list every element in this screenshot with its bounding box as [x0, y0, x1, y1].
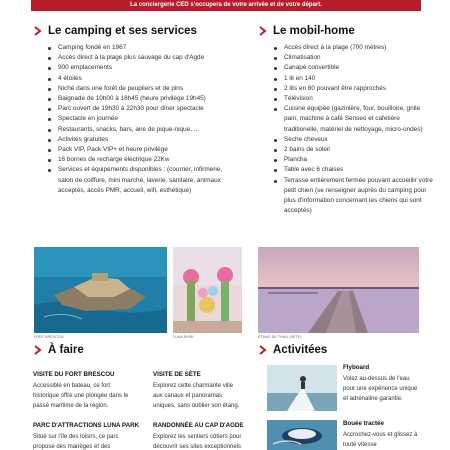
afaire-block-title: VISITE DE SÈTE	[153, 371, 201, 378]
list-item: Table avec 6 chaises	[271, 165, 433, 175]
afaire-block-text: Accessible en bateau, ce fort historique offre une plongée dans le passé maritime de la région.	[33, 383, 129, 410]
camping-services-list	[45, 43, 223, 196]
bouee-text: Accrochez-vous et glissez à toute vitesse	[343, 432, 418, 449]
list-item: Parc ouvert de 19h30 à 22h30 pour dîner spectacle	[45, 104, 223, 114]
flyboard-text: Volez au-dessus de l'eau pour une expérience unique et adrénaline garantie.	[343, 376, 418, 403]
afaire-block-title: RANDONNÉE AU CAP D'AGDE	[153, 422, 244, 429]
flyboard-photo	[267, 365, 337, 411]
camping-section-title	[33, 25, 197, 37]
fort-caption: FORT BRESCOU	[34, 335, 64, 339]
concierge-banner: La conciergerie CED s'occupera de votre arrivée et de votre départ.	[31, 0, 421, 11]
list-item: Accès direct à la plage plus sauvage du cap d'Agde	[45, 53, 223, 63]
list-item: Télévision	[271, 94, 433, 104]
chevron-right-icon	[258, 345, 268, 355]
afaire-title-text: À faire	[48, 344, 84, 356]
chevron-right-icon	[33, 26, 43, 36]
list-item: Camping fondé en 1967	[45, 43, 223, 53]
afaire-block-title: PARC D'ATTRACTIONS LUNA PARK	[33, 422, 140, 429]
luna-park-photo	[173, 247, 242, 333]
etang-de-thau-photo	[258, 247, 419, 333]
list-item: Activités gratuites	[45, 135, 223, 145]
activites-section-title	[258, 344, 327, 356]
list-item: Accès direct à la plage (700 mètres)	[271, 43, 433, 53]
list-item: Plancha	[271, 155, 433, 165]
list-item: Spectacle en journée	[45, 114, 223, 124]
afaire-block-text: Situé sur l'île des loisirs, ce parc propose des manèges et des	[33, 434, 119, 450]
list-item: 4 étoiles	[45, 74, 223, 84]
list-item: Cuisine équipée (gazinière, four, bouilloire, grille pain, machine à café Senseo et cafetière traditionelle, matériel de nettoyage, micro-ondes)	[271, 104, 433, 135]
afaire-block-text: Explorez les sentiers côtiers pour découvrir ses sites exceptionnels	[153, 434, 242, 450]
list-item: 2 lits en 80 pouvant être rapprochés	[271, 84, 433, 94]
list-item: Sèche cheveux	[271, 135, 433, 145]
bouee-title: Bouée tractée	[343, 420, 384, 427]
list-item: 900 emplacements	[45, 63, 223, 73]
chevron-right-icon	[33, 345, 43, 355]
luna-caption: LUNA PARK	[173, 335, 194, 339]
flyboard-title: Flyboard	[343, 364, 370, 371]
chevron-right-icon	[258, 26, 268, 36]
list-item: 2 bains de soleil	[271, 145, 433, 155]
list-item: Baignade de 10h00 à 18h45 (heure privilège 19h45)	[45, 94, 223, 104]
bouee-tractee-photo	[267, 420, 337, 450]
list-item: Climatisation	[271, 53, 433, 63]
mobilhome-section-title	[258, 25, 355, 37]
list-item: Terrasse entièrement fermée pouvant accueillir votre petit chien (se renseigner auprès du camping pour plus d'information concernant les chiens qui sont acceptés)	[271, 176, 433, 217]
list-item: Canapé convertible	[271, 63, 433, 73]
afaire-block-title: VISITE DU FORT BRESCOU	[33, 371, 115, 378]
activites-title-text: Activitées	[273, 344, 328, 356]
mobilhome-title-text: Le mobil-home	[273, 25, 355, 37]
mobilhome-features-list	[271, 43, 433, 216]
fort-brescou-photo	[34, 247, 167, 333]
list-item: 16 bornes de recharge électrique 22Kw	[45, 155, 223, 165]
list-item: Restaurants, snacks, bars, aire de pique-nique, ...	[45, 125, 223, 135]
camping-title-text: Le camping et ses services	[48, 25, 197, 37]
list-item: 1 lit en 140	[271, 74, 433, 84]
list-item: Niché dans une forêt de peupliers et de pins	[45, 84, 223, 94]
list-item: Pack VIP, Pack VIP+ et heure privilège	[45, 145, 223, 155]
etang-caption: ÉTANG DE THAU (SÈTE)	[258, 335, 302, 339]
afaire-section-title	[33, 344, 84, 356]
list-item: Services et équipements disponibles : (courrier, infirmerie, salon de coiffure, mini marché, laverie, sanitaire, animaux acceptés, accès PMR, accueil, wifi, esthétique)	[45, 165, 223, 196]
afaire-block-text: Explorez cette charmante ville aux canaux et panoramas uniques, sans oublier son étang.	[153, 383, 240, 410]
